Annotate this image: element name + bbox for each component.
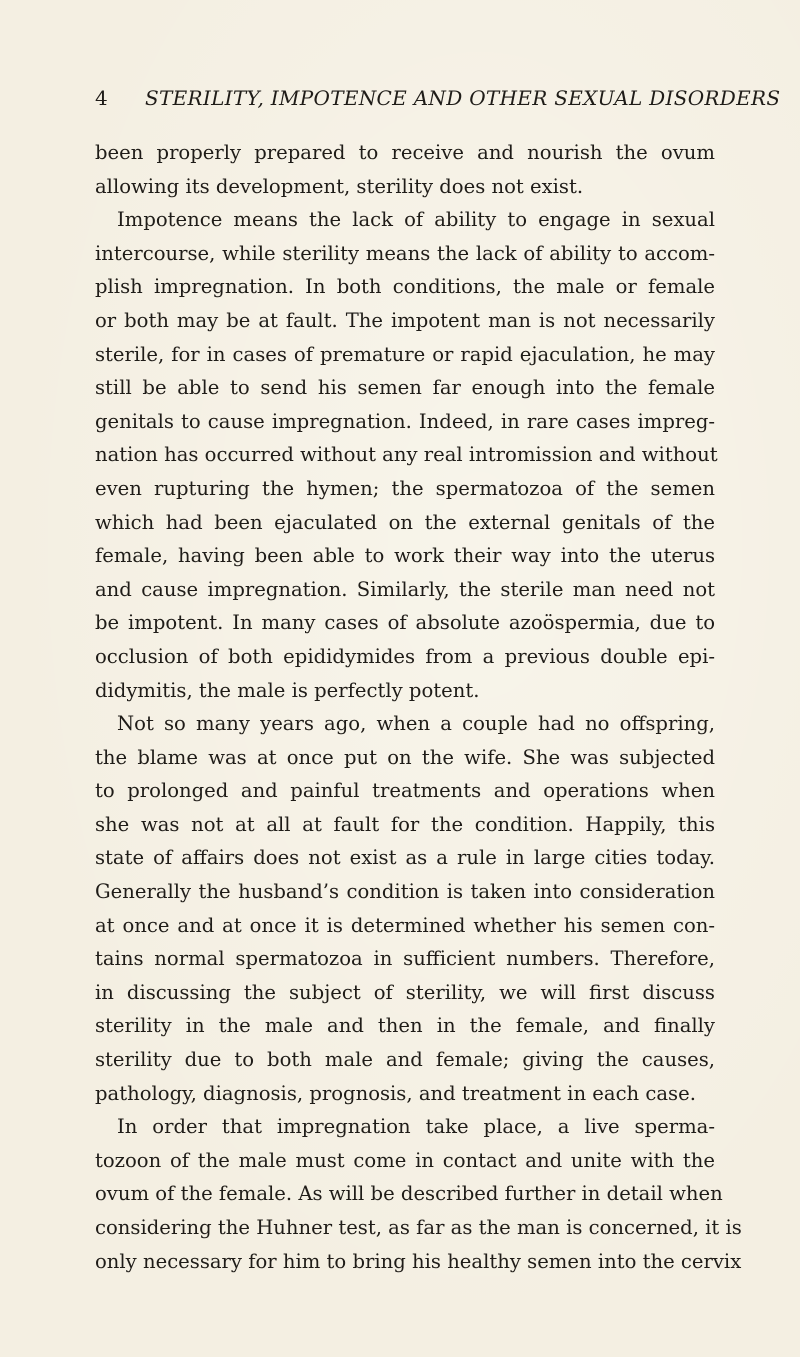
text-line: Impotence means the lack of ability to engage in sexual [117, 208, 715, 232]
text-line: even rupturing the hymen; the spermatozoa of the semen [95, 476, 715, 500]
text-line: in discussing the subject of sterility, we will first discuss [95, 980, 715, 1004]
text-line: sterility due to both male and female; giving the causes, [95, 1048, 715, 1072]
text-line: tains normal spermatozoa in sufficient numbers. Therefore, [95, 947, 715, 971]
running-title: STERILITY, IMPOTENCE AND OTHER SEXUAL DISORDERS [145, 86, 781, 110]
running-head [95, 86, 781, 116]
page-number: 4 [95, 86, 109, 110]
text-line: female, having been able to work their way into the uterus [95, 544, 715, 568]
text-line: been properly prepared to receive and nourish the ovum [95, 141, 715, 164]
text-line: pathology, diagnosis, prognosis, and treatment in each case. [95, 1081, 696, 1105]
text-line: didymitis, the male is perfectly potent. [95, 678, 480, 702]
text-line: or both may be at fault. The impotent man is not necessarily [95, 308, 715, 332]
text-line: at once and at once it is determined whether his semen con- [95, 913, 715, 937]
text-line: sterility in the male and then in the female, and finally [95, 1014, 715, 1038]
text-line: sterile, for in cases of premature or rapid ejaculation, he may [95, 342, 715, 366]
text-line: nation has occurred without any real intromission and without [95, 443, 718, 467]
text-line: still be able to send his semen far enough into the female [95, 376, 715, 400]
text-line: plish impregnation. In both conditions, the male or female [95, 275, 715, 299]
text-line: and cause impregnation. Similarly, the sterile man need not [95, 577, 715, 601]
text-line: intercourse, while sterility means the lack of ability to accom- [95, 241, 715, 265]
text-line: considering the Huhner test, as far as the man is concerned, it is [95, 1216, 742, 1239]
text-line: allowing its development, sterility does not exist. [95, 174, 584, 198]
text-line: Not so many years ago, when a couple had no offspring, [117, 712, 715, 736]
text-line: In order that impregnation take place, a live sperma- [117, 1115, 715, 1139]
text-line: be impotent. In many cases of absolute azoöspermia, due to [95, 611, 715, 635]
text-line: state of affairs does not exist as a rule in large cities today. [95, 846, 715, 870]
text-line: the blame was at once put on the wife. She was subjected [95, 745, 715, 769]
text-line: which had been ejaculated on the external genitals of the [95, 510, 715, 534]
text-line: to prolonged and painful treatments and operations when [95, 779, 715, 803]
text-line: ovum of the female. As will be described further in detail when [95, 1182, 723, 1206]
text-line: only necessary for him to bring his healthy semen into the cervix [95, 1249, 742, 1273]
text-line: genitals to cause impregnation. Indeed, in rare cases impreg- [95, 409, 715, 433]
text-line: she was not at all at fault for the condition. Happily, this [95, 812, 715, 836]
text-line: occlusion of both epididymides from a previous double epi- [95, 644, 715, 668]
text-line: tozoon of the male must come in contact and unite with the [95, 1148, 715, 1172]
body-text [95, 136, 742, 1278]
text-line: Generally the husband’s condition is taken into consideration [95, 880, 715, 904]
